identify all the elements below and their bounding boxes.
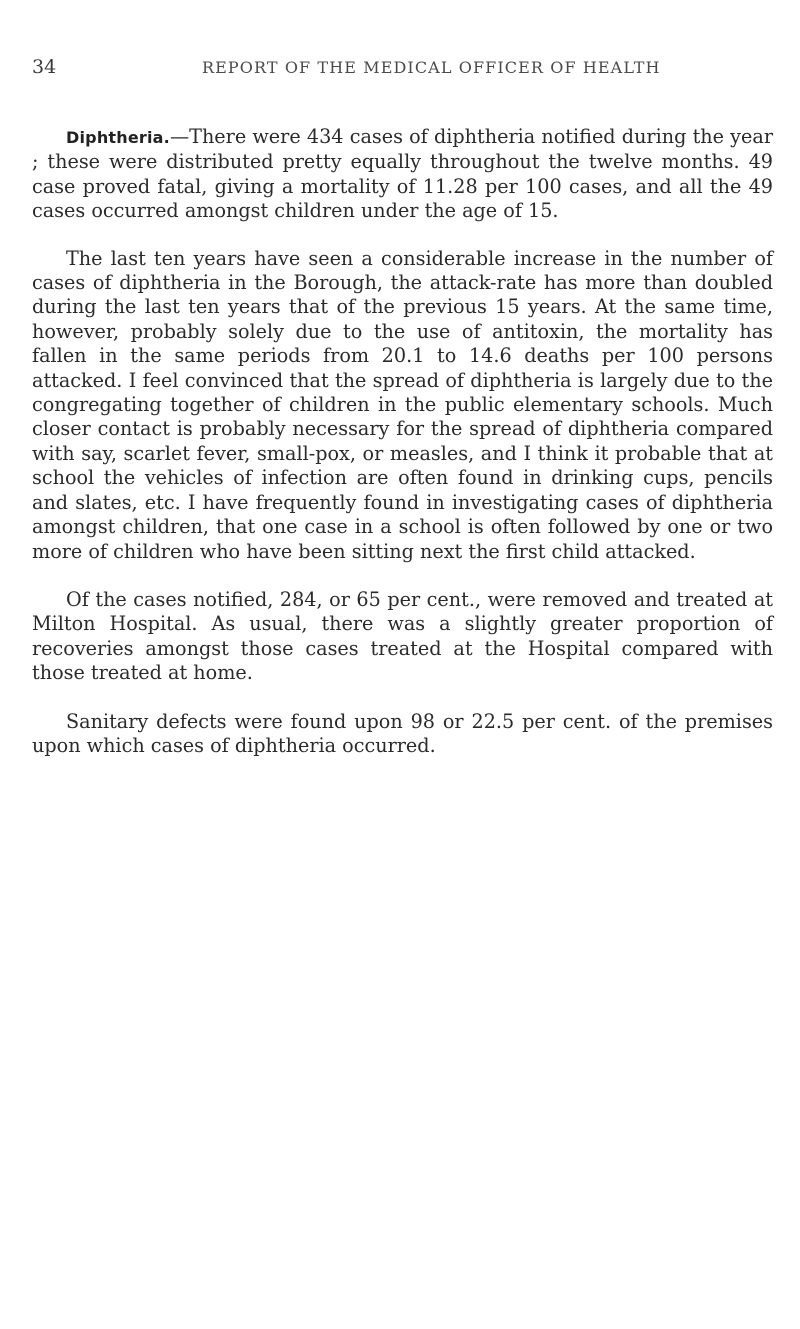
paragraph-sanitary-defects: Sanitary defects were found upon 98 or 22.5 per cent. of the premises upon which cases of diphtheria occurred. bbox=[32, 709, 773, 757]
section-heading: Diphtheria. bbox=[66, 128, 170, 147]
running-head: REPORT OF THE MEDICAL OFFICER OF HEALTH bbox=[202, 58, 661, 77]
body-text bbox=[32, 125, 773, 782]
page-header bbox=[32, 56, 712, 82]
paragraph-text: —There were 434 cases of diphtheria notified during the year ; these were distributed pretty equally throughout the twelve months. 49 case proved fatal, giving a mortality of 11.28 per 100 cases, and all the 49 cases occurred amongst children under the age of 15. bbox=[32, 125, 773, 223]
paragraph-increase: The last ten years have seen a considerable increase in the number of cases of diphtheria in the Borough, the attack-rate has more than doubled during the last ten years that of the previous 15 years. At the same time, however, probably solely due to the use of antitoxin, the mortality has fallen in the same periods from 20.1 to 14.6 deaths per 100 persons attacked. I feel convinced that the spread of diphtheria is largely due to the congregating together of children in the public elementary schools. Much closer contact is probably necessary for the spread of diphtheria compared with say, scarlet fever, small-pox, or measles, and I think it probable that at school the vehicles of infection are often found in drinking cups, pencils and slates, etc. I have frequently found in investigating cases of diphtheria amongst children, that one case in a school is often followed by one or two more of children who have been sitting next the first child attacked. bbox=[32, 246, 773, 563]
paragraph-diphtheria-summary bbox=[32, 125, 773, 224]
paragraph-hospital: Of the cases notified, 284, or 65 per cent., were removed and treated at Milton Hospital. As usual, there was a slightly greater proportion of recoveries amongst those cases treated at the Hospital compared with those treated at home. bbox=[32, 587, 773, 685]
page-number: 34 bbox=[32, 56, 57, 78]
